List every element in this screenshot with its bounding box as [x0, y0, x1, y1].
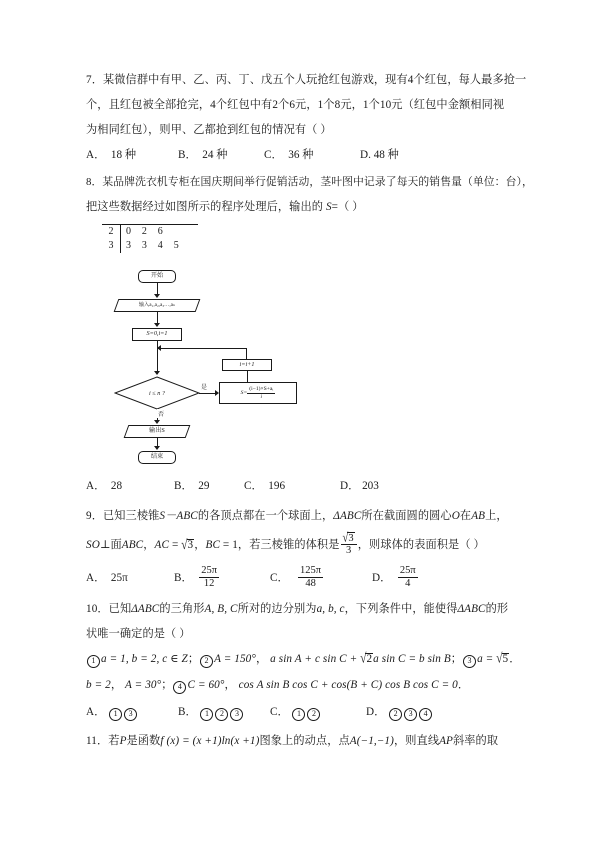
- flow-node-output: [124, 425, 191, 438]
- question-9-line-2: [86, 529, 516, 561]
- flow-feedback-horizontal: [157, 348, 247, 349]
- flow-arrow-down: [154, 294, 160, 298]
- q9-l1-o: O: [451, 510, 460, 522]
- q8-option-c-text: 196: [268, 480, 286, 492]
- flow-arrow-down: [154, 446, 160, 450]
- question-10-line-1: [86, 597, 516, 622]
- circled-number-4: 4: [173, 681, 186, 694]
- q9-l1-p2: 的各顶点都在一个球面上，: [197, 510, 334, 522]
- stem-value: 3: [102, 239, 121, 253]
- question-9: [86, 504, 516, 595]
- q11-l1-p: P: [119, 735, 127, 747]
- q9-option-d-label: D．: [372, 572, 392, 584]
- flow-arrow-down: [154, 420, 160, 424]
- q9-l1-sabc: S－ABC: [159, 510, 198, 522]
- q10-option-c: [270, 699, 366, 725]
- q10-c3b-c: A = 30°: [125, 679, 162, 691]
- q9-l1-abc: ΔABC: [333, 510, 362, 522]
- q10-c3b-b: ，: [110, 679, 123, 691]
- q10-l1-abc2: a, b, c: [316, 603, 345, 615]
- q7-option-b-text: 24 种: [202, 149, 228, 161]
- q10-option-c-label: C．: [270, 706, 289, 718]
- radical-sign: √: [181, 537, 188, 553]
- flow-node-process: [219, 382, 297, 404]
- stem-leaf-plot: [102, 224, 198, 253]
- circled-number-1: 1: [292, 708, 305, 721]
- flow-start-label: 开始: [150, 272, 164, 280]
- q7-option-d: [360, 143, 399, 167]
- question-7-options: [86, 143, 516, 167]
- q8-option-d-text: 203: [362, 480, 379, 492]
- flow-label-no: 否: [157, 409, 165, 418]
- q9-radicand: 3: [187, 539, 194, 551]
- q10-c1-sep: ；: [187, 653, 200, 665]
- q8-option-a-label: A．: [86, 480, 106, 492]
- question-7-line-1: [86, 68, 527, 93]
- q9-l2-c2: ，: [194, 539, 206, 551]
- q11-l1-p3: 图象上的动点，点: [259, 735, 350, 747]
- flow-node-increment: [222, 359, 272, 371]
- q10-c4-b: ，: [224, 679, 236, 691]
- q8-option-b-text: 29: [198, 480, 210, 492]
- question-8-line-2: [86, 195, 516, 220]
- page-content: [86, 68, 533, 756]
- q9-option-c-fraction: [298, 565, 323, 590]
- q11-l1-f: f (x) = (x +1)ln(x +1): [160, 735, 260, 747]
- radical-sign: √: [496, 651, 503, 667]
- q8-l2-s: S: [325, 201, 332, 213]
- circled-number-1: 1: [109, 708, 122, 721]
- flow-node-input: [114, 299, 201, 312]
- q7-l1-part1: 7．某微信群中有甲、乙、丙、丁、戊五个人玩抢红包游戏，现有: [86, 74, 408, 86]
- q9-l2-c1: ，: [143, 539, 155, 551]
- flow-increment-label: i=i+1: [239, 360, 255, 368]
- q7-l2-n6: 1: [362, 99, 369, 111]
- q7-l2-n7: 10: [379, 99, 392, 111]
- flow-node-decision: [114, 376, 200, 410]
- q10-c2-c: a sin A + c sin C +: [270, 653, 358, 665]
- q9-option-b: [174, 561, 270, 595]
- q7-option-a-label: A．: [86, 149, 106, 161]
- q10-c2-e: a sin C = b sin B: [373, 653, 451, 665]
- q11-l1-p1: 11．若: [86, 735, 120, 747]
- q10-l1-p1: 10．已知: [86, 603, 132, 615]
- q11-l1-p5: 斜率的取: [452, 735, 499, 747]
- q11-l1-ap: AP: [439, 735, 453, 747]
- q7-l2-p7: 个: [368, 99, 380, 111]
- flow-arrow-down: [154, 371, 160, 375]
- stem-value: 2: [102, 225, 121, 239]
- q10-option-a-label: A．: [86, 706, 106, 718]
- q9-l1-p1: 9．已知三棱锥: [86, 510, 160, 522]
- q7-l2-p8: 元（红包中金额相同视: [391, 99, 505, 111]
- q7-option-a-text: 18 种: [110, 149, 137, 161]
- q9-option-b-num: 25π: [201, 565, 218, 577]
- q10-c2-sep: ；: [450, 653, 463, 665]
- q9-l1-ab: AB: [471, 510, 486, 522]
- q10-l1-p5: 的形: [485, 603, 509, 615]
- q10-option-b: [178, 699, 270, 725]
- flow-feedback-vertical: [246, 348, 247, 360]
- radical-sign: √: [360, 651, 367, 667]
- q7-option-c-text: 36 种: [288, 149, 314, 161]
- question-8-options: [86, 474, 516, 498]
- q7-l2-p3: 个: [278, 99, 290, 111]
- q8-option-c-label: C．: [244, 480, 263, 492]
- q9-option-d-fraction: [398, 565, 418, 590]
- q9-l2-c4: ，则球体的表面积是（ ）: [357, 539, 485, 551]
- q7-l2-n1: 4: [210, 99, 216, 111]
- circled-number-3: 3: [124, 708, 137, 721]
- q9-l1-p4: 在: [459, 510, 472, 522]
- q9-option-c-num: 125π: [300, 565, 322, 577]
- question-10-line-2: 状唯一确定的是（ ）: [86, 628, 191, 640]
- q9-frac-num: √3: [341, 532, 357, 546]
- q9-option-c-den: 48: [305, 577, 316, 589]
- q10-l1-abc3: ΔABC: [457, 603, 486, 615]
- question-7-line-3: 为相同红包），则甲、乙都抢到红包的情况有（ ）: [86, 124, 332, 136]
- leaf-values: 0 2 6: [126, 226, 167, 237]
- q7-l2-n3: 6: [289, 99, 296, 111]
- q10-l1-p2: 的三角形: [159, 603, 205, 615]
- q9-l1-p5: 上，: [485, 510, 508, 522]
- q10-c4-a: C = 60°: [187, 679, 225, 691]
- q9-option-d: [372, 561, 419, 595]
- question-10-conditions-line-2: [86, 672, 516, 699]
- q8-option-d: [340, 474, 379, 498]
- q8-l2-eq: =（ ）: [331, 201, 364, 213]
- flow-process-fraction: [247, 386, 275, 400]
- q7-l2-n2: 2: [272, 99, 279, 111]
- circled-number-2: 2: [215, 708, 228, 721]
- q7-l2-n5: 8: [334, 99, 341, 111]
- q11-l1-a: A(−1,−1): [349, 735, 394, 747]
- flow-node-start: [138, 270, 176, 283]
- q7-option-b-label: B．: [178, 149, 197, 161]
- q10-l1-abc: ΔABC: [131, 603, 160, 615]
- q9-frac-den: 3: [345, 545, 352, 557]
- question-7-line-2: [86, 93, 516, 118]
- flow-node-end: [138, 451, 176, 464]
- q9-option-b-den: 12: [203, 577, 215, 589]
- q10-c3b-sep: ；: [161, 679, 173, 691]
- flow-process-lhs: S=: [240, 389, 248, 396]
- q9-l2-eq1: =: [171, 539, 179, 551]
- q7-option-c-label: C．: [264, 149, 283, 161]
- q7-option-d-text: 48 种: [373, 149, 399, 161]
- question-10: [86, 597, 521, 725]
- q9-l2-perp: ⊥面: [99, 539, 122, 551]
- q10-c2-b: ，: [255, 653, 268, 665]
- q9-option-a: [86, 561, 174, 595]
- q7-option-d-label: D.: [360, 149, 371, 161]
- q11-l1-p2: 是函数: [126, 735, 161, 747]
- q10-l1-p3: 所对的边分别为: [237, 603, 317, 615]
- q9-option-b-fraction: [199, 565, 219, 590]
- q9-l2-c3: ，若三棱锥的体积是: [237, 539, 340, 551]
- q10-l1-p4: ，下列条件中，能使得: [344, 603, 458, 615]
- q7-option-a: [86, 143, 178, 167]
- q8-option-a: [86, 474, 174, 498]
- circled-number-1: 1: [200, 708, 213, 721]
- q9-frac-num-val: 3: [348, 532, 354, 544]
- q7-l2-p1: 个，且红包被全部抢完，: [86, 99, 211, 111]
- question-7: [86, 68, 527, 167]
- q9-option-d-num: 25π: [399, 565, 416, 577]
- question-8: [86, 170, 533, 498]
- flow-input-label: 输入a₁,a₂,a₃…,aₙ: [138, 301, 176, 308]
- q10-c4-c: cos A sin B cos C + cos(B + C) cos B cos C = 0: [238, 679, 458, 691]
- flow-init-label: S=0,i=1: [146, 330, 168, 338]
- circled-number-1: 1: [87, 655, 100, 668]
- q8-option-b-label: B．: [174, 480, 193, 492]
- q10-c3-a: a =: [477, 653, 494, 665]
- q9-l2-abc: ABC: [121, 539, 144, 551]
- leaf-values: 3 3 4 5: [126, 240, 183, 251]
- q9-l2-bc: BC: [205, 539, 221, 551]
- q8-option-b: [174, 474, 244, 498]
- q7-l2-p2: 个红包中有: [215, 99, 273, 111]
- q7-l1-num: 4: [407, 74, 414, 86]
- circled-number-3: 3: [230, 708, 243, 721]
- flow-end-label: 结束: [150, 453, 164, 461]
- q9-volume-fraction: [341, 532, 357, 558]
- q9-option-d-den: 4: [405, 577, 411, 589]
- q10-c2-d: 2: [366, 653, 373, 665]
- flow-arrow-left: [157, 345, 161, 351]
- q7-l2-p4: 元，: [295, 99, 318, 111]
- q9-option-b-label: B．: [174, 572, 193, 584]
- q7-l2-p5: 个: [323, 99, 335, 111]
- stem-leaf-rows: [102, 225, 198, 253]
- circled-number-3: 3: [404, 708, 417, 721]
- circled-number-3: 3: [463, 655, 476, 668]
- q7-l2-p6: 元，: [340, 99, 363, 111]
- q7-l2-n4: 1: [317, 99, 324, 111]
- circled-number-2: 2: [200, 655, 213, 668]
- q9-option-a-value: 25π: [110, 572, 128, 584]
- question-11-line-1: [86, 729, 516, 754]
- q9-l2-so: SO: [86, 539, 100, 551]
- question-9-options: [86, 561, 516, 595]
- q7-l1-part2: 个红包，每人最多抢一: [413, 74, 527, 86]
- q8-l2-p1: 把这些数据经过如图所示的程序处理后，输出的: [86, 201, 324, 213]
- stem-leaf-container: [86, 224, 516, 270]
- q10-option-a: [86, 699, 178, 725]
- q7-option-c: [264, 143, 360, 167]
- question-11: [86, 729, 516, 754]
- q10-c3-r: 5: [502, 653, 509, 665]
- stem-leaf-row: [102, 225, 198, 239]
- question-9-line-1: [86, 504, 516, 529]
- flowchart: [96, 270, 336, 460]
- flow-label-yes: 是: [200, 382, 208, 391]
- q9-l1-p3: 所在截面圆的圆心: [361, 510, 452, 522]
- q8-option-c: [244, 474, 340, 498]
- q9-option-a-label: A．: [86, 572, 106, 584]
- q8-option-a-text: 28: [110, 480, 123, 492]
- question-8-line-1: 8．某品牌洗衣机专柜在国庆期间举行促销活动，茎叶图中记录了每天的销售量（单位：台），: [86, 176, 533, 188]
- circled-number-4: 4: [419, 708, 432, 721]
- q10-c2-a: A = 150°: [214, 653, 256, 665]
- q11-l1-p4: ，则直线: [393, 735, 440, 747]
- flow-arrow-down: [154, 323, 160, 327]
- flow-process-numerator: (i−1)×S+aᵢ: [249, 386, 274, 393]
- stem-leaf-row: [102, 239, 198, 253]
- q9-l2-ac: AC: [154, 539, 170, 551]
- flow-node-init: [132, 328, 182, 341]
- q10-c3-end: ．: [509, 653, 521, 665]
- question-10-options: [86, 699, 516, 725]
- q9-l2-eq2: = 1: [222, 539, 238, 551]
- q9-option-c-label: C．: [270, 572, 289, 584]
- q10-option-d: [366, 699, 433, 725]
- q8-option-d-label: D．: [340, 480, 360, 492]
- q10-c4-end: ．: [457, 679, 470, 691]
- q10-l1-vars: A, B, C: [204, 603, 238, 615]
- flow-output-label: 输出S: [149, 427, 165, 435]
- q7-option-b: [178, 143, 264, 167]
- q10-c1: a = 1, b = 2, c ∈ Z: [101, 653, 188, 665]
- q10-c3b-a: b = 2: [86, 679, 111, 691]
- circled-number-2: 2: [389, 708, 402, 721]
- q10-option-d-label: D．: [366, 706, 386, 718]
- flow-decision-label: i ≤ n ?: [149, 389, 165, 397]
- circled-number-2: 2: [307, 708, 320, 721]
- question-10-conditions-line-1: [86, 647, 521, 672]
- flow-process-denominator: i: [260, 393, 263, 400]
- q9-option-c: [270, 561, 372, 595]
- q10-option-b-label: B．: [178, 706, 197, 718]
